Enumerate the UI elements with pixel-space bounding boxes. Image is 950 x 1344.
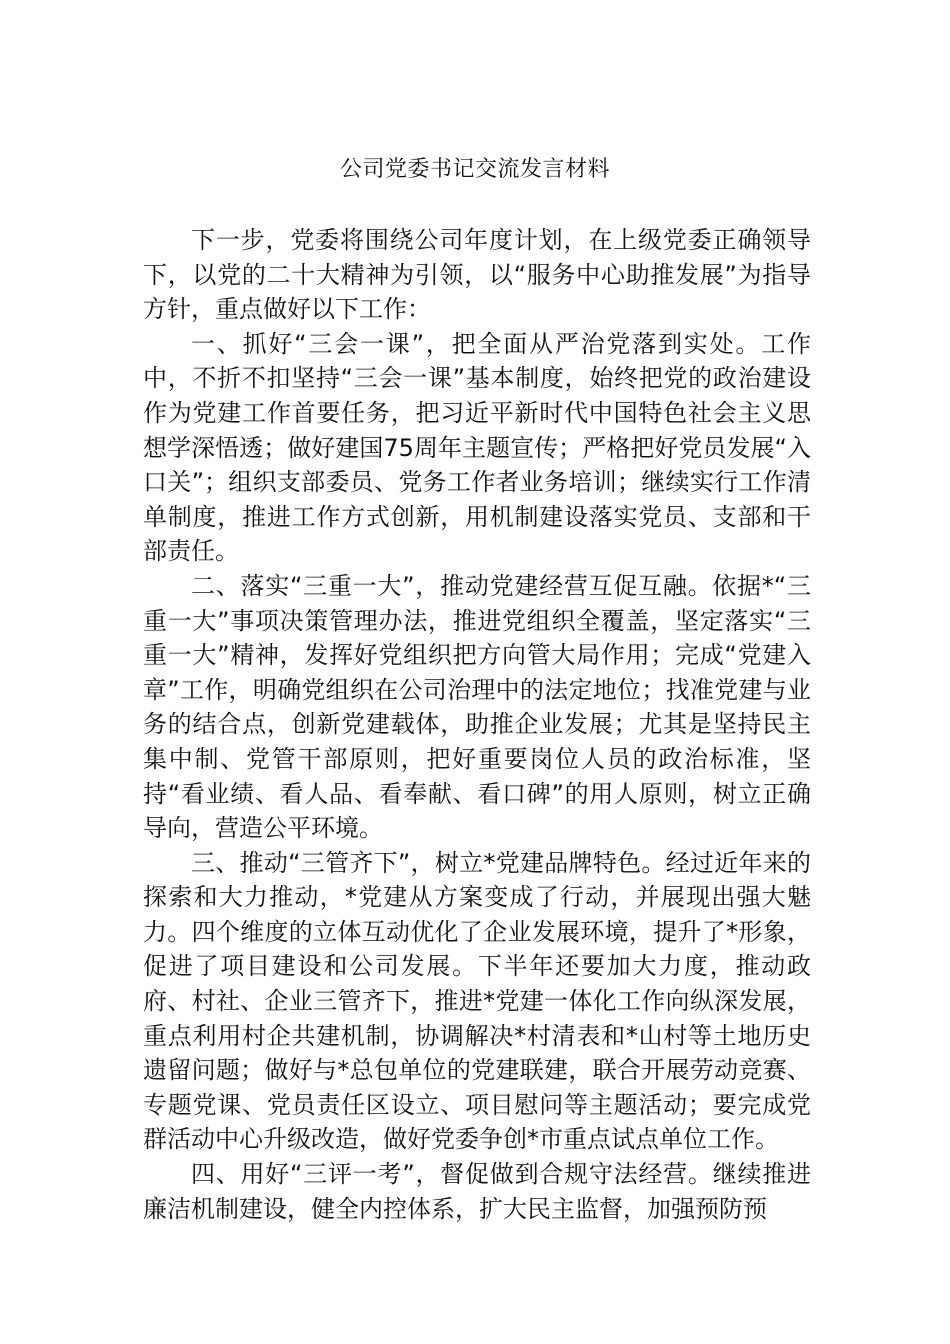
paragraph-section-1: 一、抓好“三会一课”，把全面从严治党落到实处。工作中，不折不扣坚持“三会一课”基本制度，始终把党的政治建设作为党建工作首要任务，把习近平新时代中国特色社会主义思想学深悟透；做好建国75周年主题宣传；严格把好党员发展“入口关”；组织支部委员、党务工作者业务培训；继续实行工作清单制度，推进工作方式创新，用机制建设落实党员、支部和干部责任。: [143, 329, 811, 566]
paragraph-section-3: 三、推动“三管齐下”，树立*党建品牌特色。经过近年来的探索和大力推动，*党建从方案变成了行动，并展现出强大魅力。四个维度的立体互动优化了企业发展环境，提升了*形象，促进了项目建设和公司发展。下半年还要加大力度，推动政府、村社、企业三管齐下，推进*党建一体化工作向纵深发展，重点利用村企共建机制，协调解决*村清表和*山村等土地历史遗留问题；做好与*总包单位的党建联建，联合开展劳动竞赛、专题党课、党员责任区设立、项目慰问等主题活动；要完成党群活动中心升级改造，做好党委争创*市重点试点单位工作。: [143, 848, 811, 1154]
document-title: 公司党委书记交流发言材料: [339, 157, 610, 182]
paragraph-section-4: 四、用好“三评一考”，督促做到合规守法经营。继续推进廉洁机制建设，健全内控体系，扩大民主监督，加强预防预: [143, 1160, 811, 1223]
paragraph-section-2: 二、落实“三重一大”，推动党建经营互促互融。依据*“三重一大”事项决策管理办法，推进党组织全覆盖，坚定落实“三重一大”精神，发挥好党组织把方向管大局作用；完成“党建入章”工作，明确党组织在公司治理中的法定地位；找准党建与业务的结合点，创新党建载体，助推企业发展；尤其是坚持民主集中制、党管干部原则，把好重要岗位人员的政治标准，坚持“看业绩、看人品、看奉献、看口碑”的用人原则，树立正确导向，营造公平环境。: [143, 571, 811, 843]
document-body: [143, 223, 811, 1226]
paragraph-intro: 下一步，党委将围绕公司年度计划，在上级党委正确领导下，以党的二十大精神为引领，以“服务中心助推发展”为指导方针，重点做好以下工作：: [143, 226, 811, 324]
